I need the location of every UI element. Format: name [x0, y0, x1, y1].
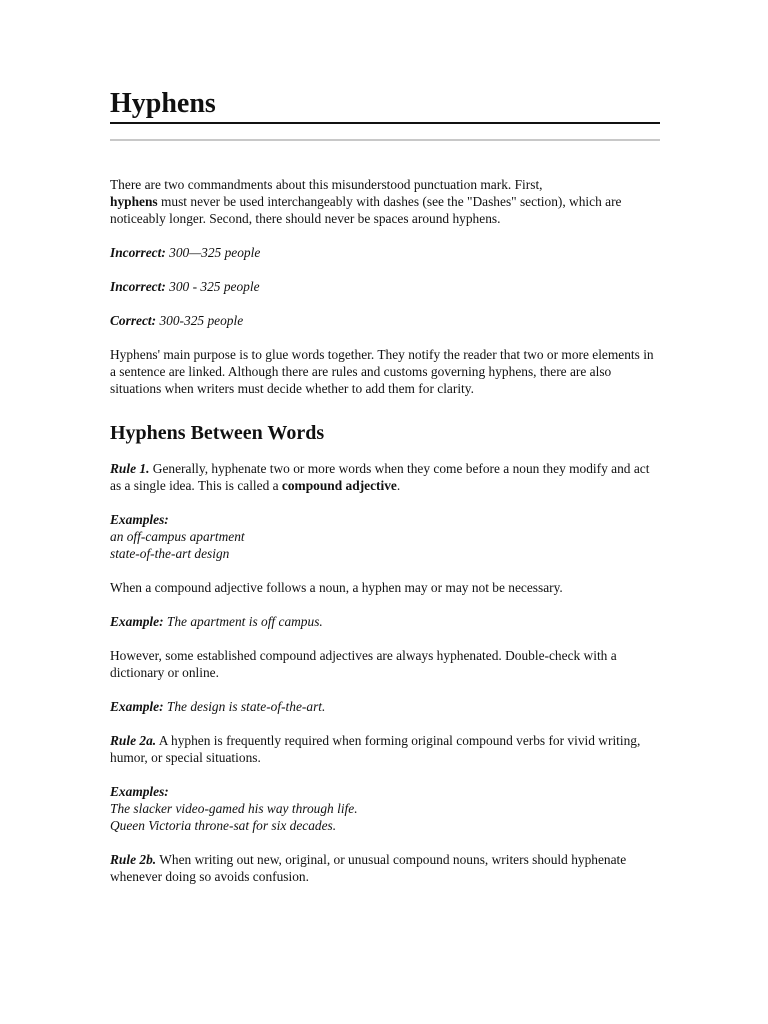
example-b	[110, 698, 660, 715]
intro-paragraph	[110, 176, 660, 227]
title-divider	[110, 139, 660, 141]
example-line: an off-campus apartment	[110, 529, 245, 544]
rule-2a	[110, 732, 660, 766]
example-text: The apartment is off campus.	[163, 614, 323, 629]
rule-text: A hyphen is frequently required when forming original compound verbs for vivid writing, humor, or special situations.	[110, 733, 641, 765]
established-paragraph: However, some established compound adjectives are always hyphenated. Double-check with a dictionary or online.	[110, 648, 617, 680]
examples-block-2	[110, 783, 660, 834]
intro-bold-term: hyphens	[110, 194, 158, 209]
examples-label: Examples:	[110, 784, 169, 799]
rule-end: .	[396, 478, 401, 493]
rule-bold-term: compound adjective	[281, 478, 397, 493]
rule-2b	[110, 851, 660, 885]
example-line: Queen Victoria throne-sat for six decades.	[110, 818, 337, 833]
example-text: 300-325 people	[156, 313, 244, 328]
example-incorrect-1	[110, 244, 660, 261]
example-label: Example:	[110, 614, 164, 629]
compound-follows-paragraph: When a compound adjective follows a noun, a hyphen may or may not be necessary.	[110, 580, 563, 595]
example-label: Incorrect:	[110, 279, 166, 294]
rule-label: Rule 2a.	[110, 733, 157, 748]
document-content	[110, 86, 660, 885]
example-a	[110, 613, 660, 630]
intro-text-1: There are two commandments about this misunderstood punctuation mark. First,	[110, 177, 543, 192]
example-correct	[110, 312, 660, 329]
example-line: The slacker video-gamed his way through life.	[110, 801, 358, 816]
example-text: 300—325 people	[165, 245, 261, 260]
page-title: Hyphens	[110, 86, 660, 124]
intro-text-2: must never be used interchangeably with dashes (see the "Dashes" section), which are noticeably longer. Second, there should never be spaces around hyphens.	[110, 194, 622, 226]
examples-label: Examples:	[110, 512, 169, 527]
example-label: Correct:	[110, 313, 157, 328]
purpose-paragraph: Hyphens' main purpose is to glue words together. They notify the reader that two or more elements in a sentence are linked. Although there are rules and customs governing hyphens, there are also situations when writers must decide whether to add them for clarity.	[110, 347, 654, 396]
section-heading: Hyphens Between Words	[110, 422, 325, 444]
rule-text: Generally, hyphenate two or more words when they come before a noun they modify and act as a single idea. This is called a	[110, 461, 650, 493]
rule-label: Rule 1.	[110, 461, 150, 476]
rule-1	[110, 460, 660, 494]
example-text: The design is state-of-the-art.	[163, 699, 326, 714]
rule-label: Rule 2b.	[110, 852, 157, 867]
rule-text: When writing out new, original, or unusual compound nouns, writers should hyphenate whenever doing so avoids confusion.	[110, 852, 627, 884]
example-label: Example:	[110, 699, 164, 714]
example-text: 300 - 325 people	[165, 279, 260, 294]
example-incorrect-2	[110, 278, 660, 295]
example-line: state-of-the-art design	[110, 546, 230, 561]
example-label: Incorrect:	[110, 245, 166, 260]
examples-block-1	[110, 511, 660, 562]
